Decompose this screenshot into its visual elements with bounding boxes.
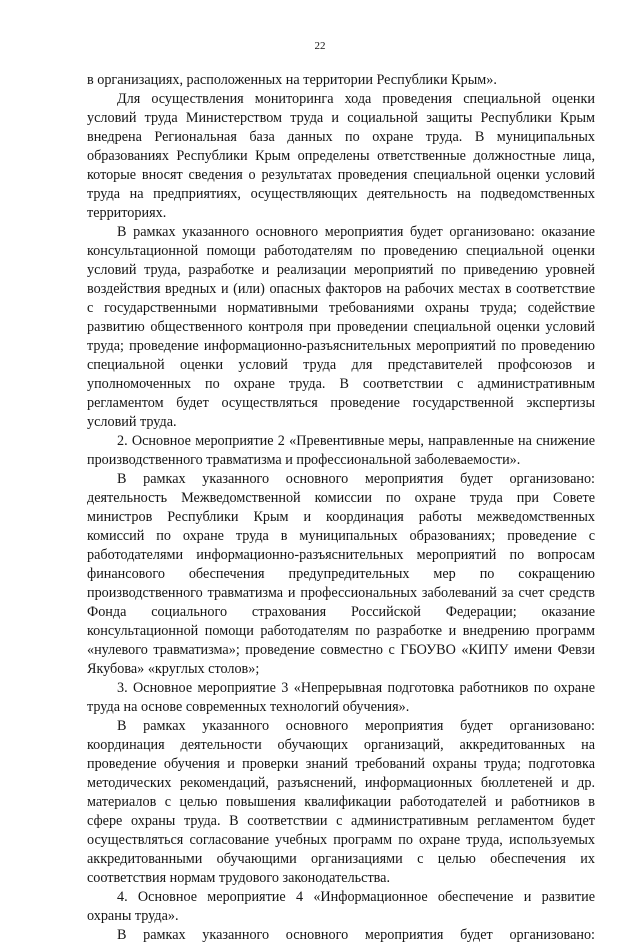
text-line: финансового обеспечения предупредительных мер по сокращению <box>87 566 595 582</box>
text-line: труда на предприятиях, осуществляющих деятельность на подведомственных <box>87 186 595 202</box>
text-line: В рамках указанного основного мероприятия будет организовано: оказание <box>117 224 595 240</box>
text-line: министров Республики Крым и координация работы межведомственных <box>87 509 595 525</box>
text-line: условий труда, разработке и реализации мероприятий по приведению уровней <box>87 262 595 278</box>
text-line: аккредитованными обучающими организациями с целью обеспечения их <box>87 851 595 867</box>
text-line: сфере охраны труда. В соответствии с административным регламентом будет <box>87 813 595 829</box>
text-line: Якубова» «круглых столов»; <box>87 661 260 677</box>
text-line: консультационной помощи работодателям по разработке и внедрению программ <box>87 623 595 639</box>
text-line: осуществляться согласование учебных программ по охране труда, используемых <box>87 832 595 848</box>
text-line: деятельность Межведомственной комиссии по охране труда при Совете <box>87 490 595 506</box>
text-line: 4. Основное мероприятие 4 «Информационное обеспечение и развитие <box>117 889 595 905</box>
text-line: соответствия нормам трудового законодательства. <box>87 870 390 886</box>
text-line: работодателями информационно-разъяснительных мероприятий по вопросам <box>87 547 595 563</box>
text-line: труда; проведение информационно-разъяснительных мероприятий по проведению <box>87 338 595 354</box>
text-line: координация деятельности обучающих организаций, аккредитованных на <box>87 737 595 753</box>
text-line: уполномоченных по охране труда. В соответствии с административным <box>87 376 595 392</box>
text-line: производственного травматизма и профессиональной заболеваемости». <box>87 452 521 468</box>
text-line: материалов с целью повышения квалификации работодателей и работников в <box>87 794 595 810</box>
text-line: воздействия вредных и (или) опасных факторов на рабочих местах в соответствие <box>87 281 595 297</box>
text-line: 2. Основное мероприятие 2 «Превентивные меры, направленные на снижение <box>117 433 595 449</box>
text-line: специальной оценки условий труда для представителей профсоюзов и <box>87 357 595 373</box>
text-line: условий труда Министерством труда и социальной защиты Республики Крым <box>87 110 595 126</box>
page-number: 22 <box>314 40 326 52</box>
text-line: В рамках указанного основного мероприятия будет организовано: <box>117 927 595 943</box>
body-text <box>87 71 595 945</box>
text-line: Для осуществления мониторинга хода проведения специальной оценки <box>117 91 595 107</box>
text-line: комиссий по охране труда в муниципальных образованиях; проведение с <box>87 528 595 544</box>
text-line: В рамках указанного основного мероприятия будет организовано: <box>117 718 595 734</box>
text-line: образованиях Республики Крым определены ответственные должностные лица, <box>87 148 595 164</box>
text-line: территориях. <box>87 205 167 221</box>
text-line: проведение обучения и проверки знаний требований охраны труда; подготовка <box>87 756 595 772</box>
text-line: Фонда социального страхования Российской Федерации; оказание <box>87 604 595 620</box>
text-line: производственного травматизма и профессиональных заболеваний за счет средств <box>87 585 595 601</box>
text-line: развитию общественного контроля при проведении специальной оценки условий <box>87 319 595 335</box>
text-line: внедрена Региональная база данных по охране труда. В муниципальных <box>87 129 595 145</box>
text-line: консультационной помощи работодателям по проведению специальной оценки <box>87 243 595 259</box>
text-line: охраны труда». <box>87 908 179 924</box>
text-line: условий труда. <box>87 414 177 430</box>
text-line: в организациях, расположенных на территории Республики Крым». <box>87 72 497 88</box>
text-line: 3. Основное мероприятие 3 «Непрерывная подготовка работников по охране <box>117 680 595 696</box>
text-line: регламентом будет осуществляться проведение государственной экспертизы <box>87 395 595 411</box>
text-line: «нулевого травматизма»; проведение совместно с ГБОУВО «КИПУ имени Февзи <box>87 642 595 658</box>
text-line: методических рекомендаций, разъяснений, информационных бюллетеней и др. <box>87 775 595 791</box>
text-line: которые вносят сведения о результатах проведения специальной оценки условий <box>87 167 595 183</box>
text-line: труда на основе современных технологий обучения». <box>87 699 410 715</box>
text-line: В рамках указанного основного мероприятия будет организовано: <box>117 471 595 487</box>
text-line: с государственными нормативными требованиями охраны труда; содействие <box>87 300 595 316</box>
